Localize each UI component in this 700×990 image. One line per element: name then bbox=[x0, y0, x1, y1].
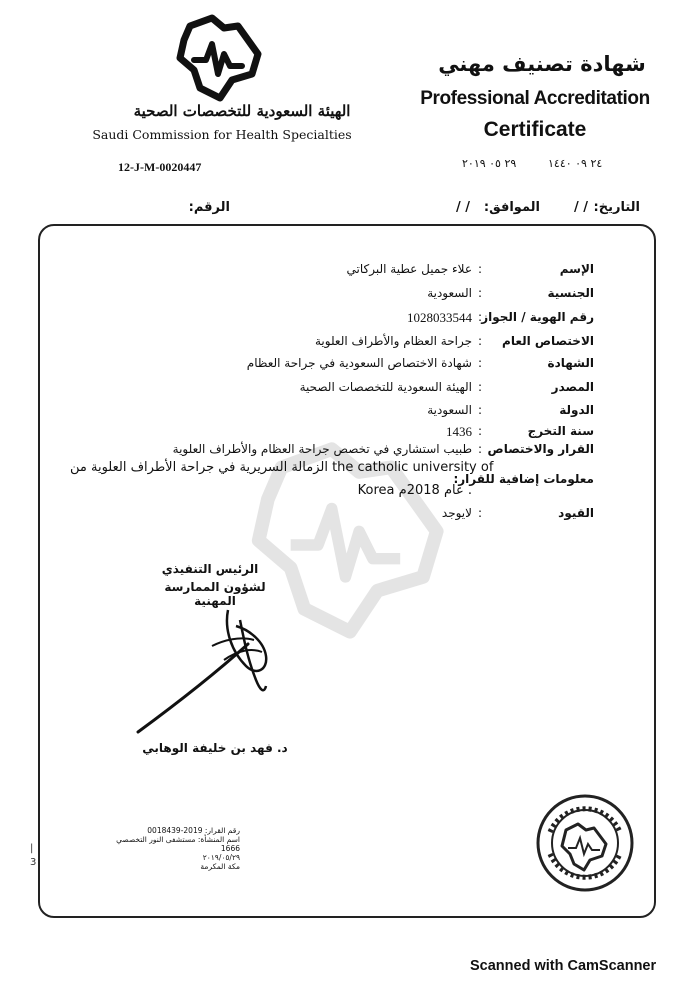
field-row-id bbox=[0, 310, 700, 332]
title-english-line1: Professional Accreditation bbox=[420, 88, 650, 109]
date-gregorian: ٢٩ ٠٥ ٢٠١٩ bbox=[462, 157, 517, 170]
corresponding-label: الموافق: bbox=[483, 200, 540, 215]
field-value: الهيئة السعودية للتخصصات الصحية bbox=[299, 380, 472, 394]
field-label: الاختصاص العام bbox=[502, 334, 594, 348]
margin-marks bbox=[30, 842, 36, 870]
field-value: علاء جميل عطية البركاتي bbox=[346, 262, 472, 276]
field-label: الدولة bbox=[559, 403, 594, 417]
field-row-certificate bbox=[0, 356, 700, 378]
field-separator: : bbox=[478, 310, 483, 324]
corresponding-slashes: / / bbox=[455, 200, 470, 215]
title-english-line2: Certificate bbox=[483, 118, 587, 141]
field-label: رقم الهوية / الجواز bbox=[481, 310, 594, 324]
number-label: الرقم: bbox=[188, 200, 230, 215]
date-row bbox=[190, 200, 640, 220]
org-name-arabic: الهيئة السعودية للتخصصات الصحية bbox=[133, 102, 351, 120]
decision-block bbox=[116, 826, 240, 871]
field-row-nationality bbox=[0, 286, 700, 308]
margin-mark: | bbox=[30, 843, 34, 854]
field-separator: : bbox=[478, 356, 483, 370]
decision-number: رقم القرار: 2019-0018439 bbox=[147, 826, 240, 835]
extra-info-line2: Korea عام 2018م . bbox=[357, 483, 472, 498]
field-row-specialty bbox=[0, 334, 700, 356]
field-separator: : bbox=[478, 424, 483, 438]
field-label: المصدر bbox=[551, 380, 594, 394]
date-hijri: ٢٤ ٠٩ ١٤٤٠ bbox=[548, 157, 603, 170]
title-arabic: شهادة تصنيف مهني bbox=[438, 52, 646, 76]
field-label: سنة التخرج bbox=[527, 424, 594, 438]
field-separator: : bbox=[478, 262, 483, 276]
signatory-title-line2: لشؤون الممارسة المهنية bbox=[164, 580, 266, 608]
reference-number: 12-J-M-0020447 bbox=[118, 160, 202, 174]
field-row-country bbox=[0, 403, 700, 425]
field-label: الإسم bbox=[559, 262, 594, 276]
facility-code: 1666 bbox=[220, 844, 240, 853]
field-label: الشهادة bbox=[547, 356, 594, 370]
decision-date: ٢٠١٩/٠٥/٢٩ bbox=[202, 853, 240, 862]
facility-name: اسم المنشأة: مستشفى النور التخصصي bbox=[116, 835, 240, 844]
field-row-restrictions bbox=[0, 506, 700, 528]
extra-info-label: معلومات إضافية للقرار: bbox=[453, 472, 594, 486]
signatory-title-line1: الرئيس التنفيذي bbox=[161, 562, 259, 576]
field-label: القرار والاختصاص bbox=[487, 442, 594, 456]
field-value: لايوجد bbox=[441, 506, 472, 520]
field-row-source bbox=[0, 380, 700, 402]
handwritten-signature bbox=[128, 600, 288, 740]
field-separator: : bbox=[478, 334, 483, 348]
field-separator: : bbox=[478, 442, 483, 456]
official-stamp-icon bbox=[534, 792, 636, 894]
field-label: القيود bbox=[558, 506, 594, 520]
scanner-footer: Scanned with CamScanner bbox=[470, 958, 657, 974]
signatory-name: د. فهد بن خليفة الوهابي bbox=[142, 741, 288, 755]
field-value: السعودية bbox=[427, 403, 472, 417]
field-value: 1028033544 bbox=[407, 310, 472, 325]
extra-info-line1: الزمالة السريرية في جراحة الأطراف العلوية من the catholic university of bbox=[70, 460, 494, 475]
field-label: الجنسية bbox=[547, 286, 594, 300]
date-label: التاريخ: bbox=[593, 200, 640, 215]
date-slashes: / / bbox=[573, 200, 588, 215]
field-value: شهادة الاختصاص السعودية في جراحة العظام bbox=[246, 356, 472, 370]
field-separator: : bbox=[478, 506, 483, 520]
field-value: السعودية bbox=[427, 286, 472, 300]
scfhs-logo-icon bbox=[172, 14, 268, 106]
field-row-name bbox=[0, 262, 700, 284]
field-value: 1436 bbox=[446, 424, 472, 439]
margin-mark: 3 bbox=[30, 857, 37, 868]
decision-city: مكة المكرمة bbox=[200, 862, 240, 871]
field-separator: : bbox=[478, 403, 483, 417]
field-separator: : bbox=[478, 380, 483, 394]
field-value: طبيب استشاري في تخصص جراحة العظام والأطراف العلوية bbox=[172, 442, 472, 456]
field-value: جراحة العظام والأطراف العلوية bbox=[314, 334, 472, 348]
field-separator: : bbox=[478, 286, 483, 300]
org-name-english: Saudi Commission for Health Specialties bbox=[92, 127, 352, 142]
